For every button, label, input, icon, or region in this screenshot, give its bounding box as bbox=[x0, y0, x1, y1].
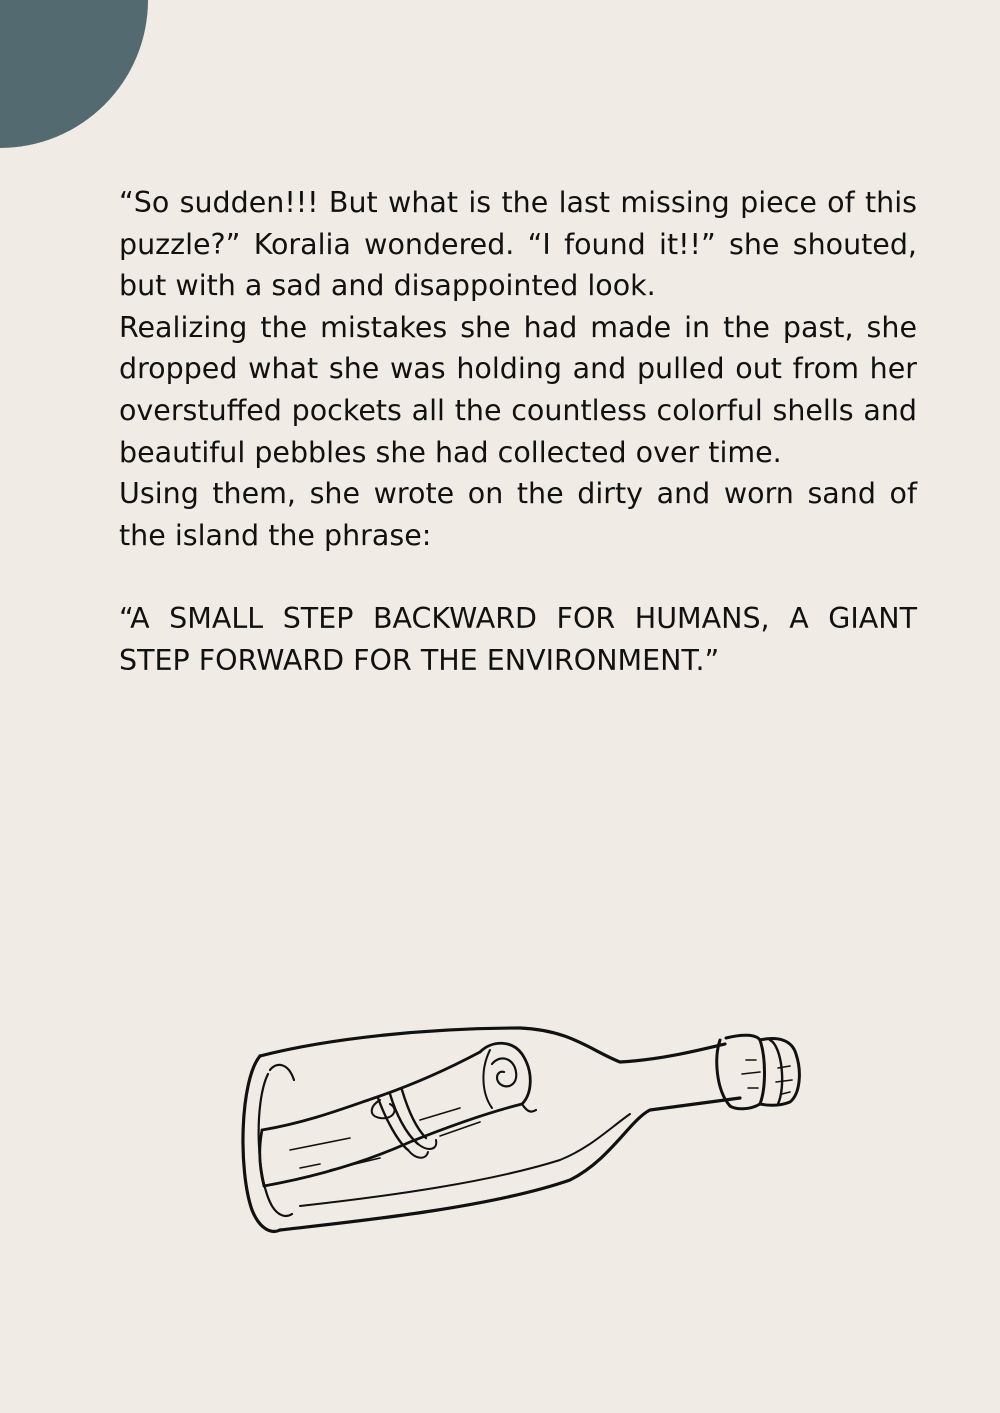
story-paragraph-3: Using them, she wrote on the dirty and worn sand of the island the phrase: bbox=[119, 477, 917, 552]
story-text bbox=[119, 182, 917, 681]
story-phrase: “A SMALL STEP BACKWARD FOR HUMANS, A GIANT STEP FORWARD FOR THE ENVIRONMENT.” bbox=[119, 601, 917, 677]
corner-decoration bbox=[0, 0, 148, 148]
story-paragraph-1: “So sudden!!! But what is the last missing piece of this puzzle?” Koralia wondered. “I found it!!” she shouted, but with a sad and disappointed look. bbox=[119, 186, 917, 303]
story-paragraph-2: Realizing the mistakes she had made in the past, she dropped what she was holding and pulled out from her overstuffed pockets all the countless colorful shells and beautiful pebbles she had collected over time. bbox=[119, 310, 917, 469]
message-in-a-bottle-icon bbox=[230, 1010, 810, 1250]
